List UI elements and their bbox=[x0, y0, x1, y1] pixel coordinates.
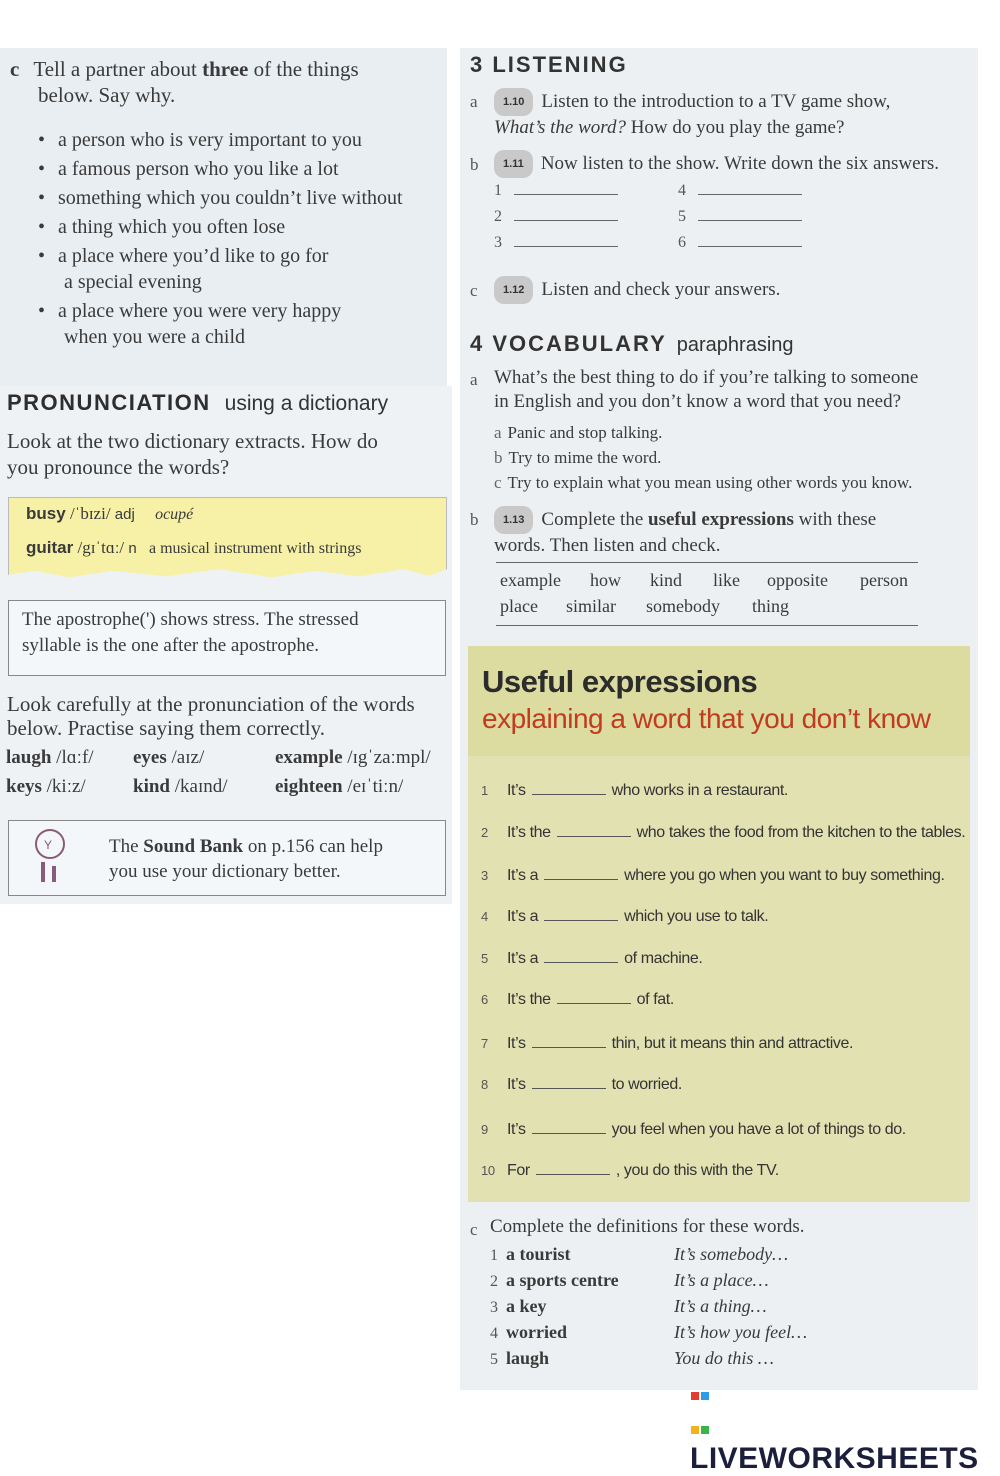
word-bank-item: thing bbox=[752, 596, 790, 616]
pronunciation-intro: Look at the two dictionary extracts. How do you pronounce the words? bbox=[7, 429, 378, 479]
word-bank-item: like bbox=[713, 570, 740, 590]
dictionary-entry-guitar: guitar /gɪˈtɑː/ n a musical instrument with strings bbox=[26, 538, 362, 557]
tree-icon bbox=[30, 828, 74, 886]
blank-input[interactable] bbox=[544, 867, 618, 880]
audio-track-badge[interactable]: 1.10 bbox=[494, 88, 533, 116]
vocab-c-instructions: Complete the definitions for these words. bbox=[490, 1216, 805, 1237]
answer-line-6[interactable]: 6 bbox=[678, 232, 802, 252]
blank-input[interactable] bbox=[532, 782, 606, 795]
pron-word: laugh /lɑːf/ bbox=[6, 747, 94, 768]
list-item: • a place where you’d like to go for a special evening bbox=[38, 243, 448, 295]
audio-track-badge[interactable]: 1.13 bbox=[494, 506, 533, 534]
option-b[interactable]: b Try to mime the word. bbox=[494, 448, 662, 467]
dictionary-entry-busy: busy /ˈbɪzi/ adj ocupé bbox=[26, 504, 194, 523]
vocab-b-instructions: 1.13 Complete the useful expressions with these words. Then listen and check. bbox=[494, 506, 974, 558]
blank-input[interactable] bbox=[557, 824, 631, 837]
list-item: • a place where you were very happy when you were a child bbox=[38, 298, 448, 350]
word-bank-item: kind bbox=[650, 570, 683, 590]
pron-word: keys /kiːz/ bbox=[6, 776, 86, 797]
logo-squares-icon bbox=[690, 1375, 710, 1395]
listening-b-text: 1.11 Now listen to the show. Write down the six answers. bbox=[494, 150, 974, 178]
item-letter: b bbox=[470, 510, 479, 529]
word-bank-item: how bbox=[590, 570, 621, 590]
item-letter: b bbox=[470, 155, 479, 174]
expression-row: 1 It’s who works in a restaurant. bbox=[481, 782, 788, 799]
word-bank-item: person bbox=[860, 570, 908, 590]
expression-row: 4 It’s a which you use to talk. bbox=[481, 908, 769, 925]
definition-row: 1 a tourist It’s somebody… bbox=[490, 1244, 789, 1264]
expression-row: 2 It’s the who takes the food from the kitchen to the tables. bbox=[481, 824, 966, 841]
blank-input[interactable] bbox=[536, 1162, 610, 1175]
pron-word: kind /kaɪnd/ bbox=[133, 776, 228, 797]
answer-line-2[interactable]: 2 bbox=[494, 206, 618, 226]
word-bank-item: similar bbox=[566, 596, 616, 616]
bullet-list bbox=[38, 127, 448, 353]
expression-row: 10 For , you do this with the TV. bbox=[481, 1162, 779, 1179]
expression-row: 7 It’s thin, but it means thin and attractive. bbox=[481, 1035, 853, 1052]
pronunciation-heading: PRONUNCIATION using a dictionary bbox=[7, 390, 389, 415]
useful-expressions-subtitle: explaining a word that you don’t know bbox=[482, 703, 931, 734]
blank-input[interactable] bbox=[532, 1121, 606, 1134]
listening-a-text: 1.10 Listen to the introduction to a TV game show, What’s the word? How do you play the game? bbox=[494, 88, 974, 140]
expression-row: 9 It’s you feel when you have a lot of things to do. bbox=[481, 1121, 906, 1138]
expression-row: 6 It’s the of fat. bbox=[481, 991, 674, 1008]
useful-expressions-title: Useful expressions bbox=[482, 664, 758, 699]
pron-word: eyes /aɪz/ bbox=[133, 747, 205, 768]
blank-input[interactable] bbox=[544, 908, 618, 921]
audio-track-badge[interactable]: 1.11 bbox=[494, 150, 533, 178]
expression-row: 5 It’s a of machine. bbox=[481, 950, 703, 967]
item-letter: c bbox=[470, 281, 478, 300]
list-item: • a thing which you often lose bbox=[38, 214, 448, 240]
answer-line-4[interactable]: 4 bbox=[678, 180, 802, 200]
definition-row: 4 worried It’s how you feel… bbox=[490, 1322, 808, 1342]
option-a[interactable]: a Panic and stop talking. bbox=[494, 423, 663, 442]
list-item: • a person who is very important to you bbox=[38, 127, 448, 153]
answer-line-5[interactable]: 5 bbox=[678, 206, 802, 226]
vocabulary-heading: 4 VOCABULARY paraphrasing bbox=[470, 331, 794, 356]
listening-heading: 3 LISTENING bbox=[470, 52, 628, 77]
option-c[interactable]: c Try to explain what you mean using other words you know. bbox=[494, 473, 913, 492]
blank-input[interactable] bbox=[532, 1035, 606, 1048]
definition-row: 3 a key It’s a thing… bbox=[490, 1296, 767, 1316]
answer-line-3[interactable]: 3 bbox=[494, 232, 618, 252]
svg-text:Y: Y bbox=[44, 838, 53, 852]
audio-track-badge[interactable]: 1.12 bbox=[494, 276, 533, 304]
listening-c-text: 1.12 Listen and check your answers. bbox=[494, 276, 780, 304]
blank-input[interactable] bbox=[557, 991, 631, 1004]
item-letter: a bbox=[470, 92, 478, 111]
pron-word: eighteen /eɪˈtiːn/ bbox=[275, 776, 404, 797]
definition-row: 5 laugh You do this … bbox=[490, 1348, 774, 1368]
word-bank-item: opposite bbox=[767, 570, 828, 590]
word-bank-item: place bbox=[500, 596, 538, 616]
practise-instructions: Look carefully at the pronunciation of the words below. Practise saying them correctly. bbox=[7, 692, 415, 740]
vocab-a-options bbox=[494, 420, 912, 495]
pron-word: example /ɪgˈzaːmpl/ bbox=[275, 747, 431, 768]
item-letter: c bbox=[470, 1220, 478, 1239]
list-item: • something which you couldn’t live without bbox=[38, 185, 448, 211]
liveworksheets-logo: LIVEWORKSHEETS bbox=[690, 1375, 1000, 1476]
vocab-a-question: What’s the best thing to do if you’re talking to someone in English and you don’t know a word that you need? bbox=[494, 367, 919, 412]
expression-row: 8 It’s to worried. bbox=[481, 1076, 682, 1093]
list-item: • a famous person who you like a lot bbox=[38, 156, 448, 182]
expression-row: 3 It’s a where you go when you want to buy something. bbox=[481, 867, 945, 884]
task-c-prompt: c Tell a partner about three of the things below. Say why. bbox=[10, 57, 359, 107]
stress-note: The apostrophe(') shows stress. The stressed syllable is the one after the apostrophe. bbox=[22, 609, 359, 656]
item-letter: a bbox=[470, 370, 478, 389]
blank-input[interactable] bbox=[544, 950, 618, 963]
word-bank-item: example bbox=[500, 570, 561, 590]
definition-row: 2 a sports centre It’s a place… bbox=[490, 1270, 769, 1290]
sound-bank-note: The Sound Bank on p.156 can help you use your dictionary better. bbox=[109, 836, 383, 882]
useful-expressions-header bbox=[468, 646, 970, 756]
word-bank-item: somebody bbox=[646, 596, 720, 616]
blank-input[interactable] bbox=[532, 1076, 606, 1089]
answer-line-1[interactable]: 1 bbox=[494, 180, 618, 200]
